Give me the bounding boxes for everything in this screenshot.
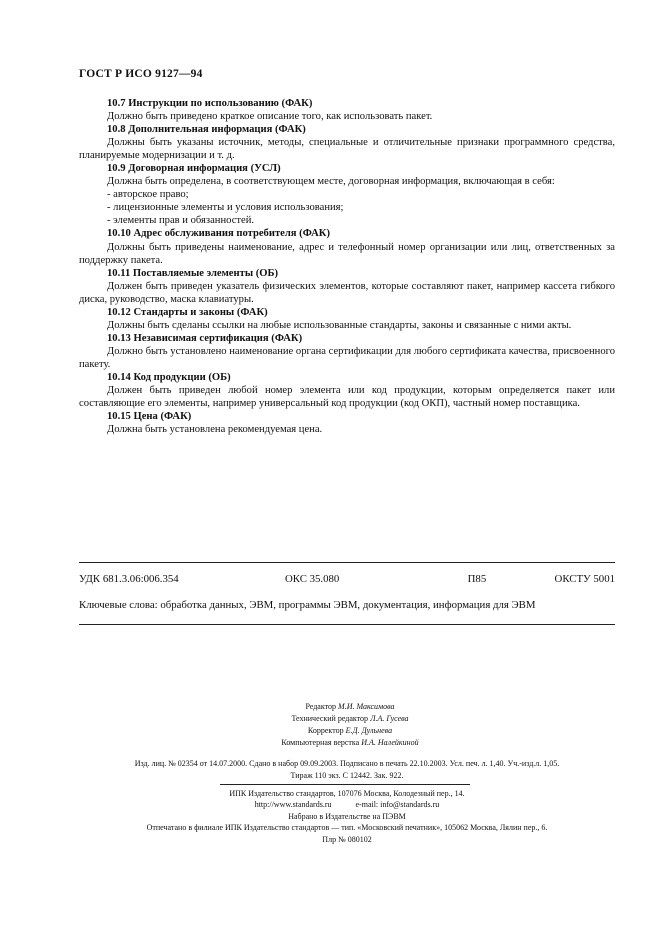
typeset-line: Набрано в Издательстве на ПЭВМ xyxy=(288,811,406,821)
section-heading: 10.10 Адрес обслуживания потребителя (ФАК) xyxy=(107,228,330,240)
corrector-name: Е.Д. Дульнева xyxy=(345,726,393,735)
section-paragraph: Должна быть установлена рекомендуемая цена. xyxy=(107,424,323,436)
list-item: - лицензионные элементы и условия использования; xyxy=(107,202,344,214)
top-divider xyxy=(79,562,615,563)
section-heading: 10.7 Инструкции по использованию (ФАК) xyxy=(107,98,313,109)
editor-name: М.И. Максимова xyxy=(338,702,395,711)
website-link[interactable]: http://www.standards.ru xyxy=(254,800,332,810)
list-item: - элементы прав и обязанностей. xyxy=(107,215,255,227)
standard-code-header: ГОСТ Р ИСО 9127—94 xyxy=(79,68,203,80)
bottom-divider xyxy=(79,624,615,625)
section-heading: 10.9 Договорная информация (УСЛ) xyxy=(107,163,281,175)
editor-line xyxy=(130,701,570,713)
section-paragraph: Должны быть сделаны ссылки на любые использованные стандарты, законы и связанные с ними акты. xyxy=(107,319,572,331)
section-heading: 10.11 Поставляемые элементы (ОБ) xyxy=(107,267,279,279)
corrector-line xyxy=(130,725,570,737)
contacts-line xyxy=(79,799,615,810)
section-heading: 10.12 Стандарты и законы (ФАК) xyxy=(107,306,268,318)
okstu-code: ОКСТУ 5001 xyxy=(554,573,615,585)
layout-label: Компьютерная верстка xyxy=(281,738,360,747)
layout-name: И.А. Налейкиной xyxy=(361,738,419,747)
p-code: П85 xyxy=(467,573,487,585)
section-paragraph: Должен быть приведен любой номер элемента или код продукции, которым определяется пакет или составляющие его элементы, например универсальный код продукции (код ОКП), частный номер поставщика. xyxy=(79,385,615,410)
oks-code: ОКС 35.080 xyxy=(285,573,340,585)
section-paragraph: Должна быть определена, в соответствующем месте, договорная информация, включающая в себя: xyxy=(107,176,555,188)
document-body xyxy=(79,97,615,436)
imprint-block xyxy=(79,788,615,845)
layout-line xyxy=(130,737,570,749)
tech-editor-name: Л.А. Гусева xyxy=(370,714,409,723)
section-paragraph: Должно быть установлено наименование органа сертификации для любого сертификата качества, присвоенного пакету. xyxy=(79,345,615,370)
udk-code: УДК 681.3.06:006.354 xyxy=(79,573,179,585)
section-heading: 10.15 Цена (ФАК) xyxy=(107,411,192,423)
list-item: - авторское право; xyxy=(107,189,189,201)
section-heading: 10.8 Дополнительная информация (ФАК) xyxy=(107,124,306,136)
section-heading: 10.14 Код продукции (ОБ) xyxy=(107,371,231,383)
tech-editor-line xyxy=(130,713,570,725)
corrector-label: Корректор xyxy=(307,726,344,735)
printed-line: Отпечатано в филиале ИПК Издательство стандартов — тип. «Московский печатник», 105062 Москва, Лялин пер., 6. xyxy=(146,823,548,833)
publication-line-2: Тираж 110 экз. С 12442. Зак. 922. xyxy=(290,770,404,780)
section-paragraph: Должен быть приведен указатель физических элементов, которые составляют пакет, например кассета гибкого диска, руководство, маска клавиатуры. xyxy=(79,280,615,305)
classification-row xyxy=(79,573,615,585)
imprint-divider xyxy=(220,784,470,785)
section-heading: 10.13 Независимая сертификация (ФАК) xyxy=(107,332,303,344)
section-paragraph: Должны быть приведены наименование, адрес и телефонный номер организации или лиц, ответственных за поддержку пакета. xyxy=(79,241,615,266)
plr-line: Плр № 080102 xyxy=(322,834,372,844)
section-paragraph: Должны быть указаны источник, методы, специальные и отличительные признаки программного средства, планируемые модернизации и т. д. xyxy=(79,137,615,162)
tech-editor-label: Технический редактор xyxy=(291,714,369,723)
section-paragraph: Должно быть приведено краткое описание того, как использовать пакет. xyxy=(107,111,433,123)
publication-info xyxy=(79,758,615,781)
credits-block xyxy=(130,701,570,749)
keywords-line: Ключевые слова: обработка данных, ЭВМ, программы ЭВМ, документация, информация для ЭВМ xyxy=(79,599,536,611)
publication-line-1: Изд. лиц. № 02354 от 14.07.2000. Сдано в набор 09.09.2003. Подписано в печать 22.10.2003. Усл. печ. л. 1,40. Уч.-изд.л. 1,05. xyxy=(134,759,560,768)
email-link[interactable]: e-mail: info@standards.ru xyxy=(355,800,440,810)
publisher-line: ИПК Издательство стандартов, 107076 Москва, Колодезный пер., 14. xyxy=(229,789,465,798)
editor-label: Редактор xyxy=(305,702,337,711)
